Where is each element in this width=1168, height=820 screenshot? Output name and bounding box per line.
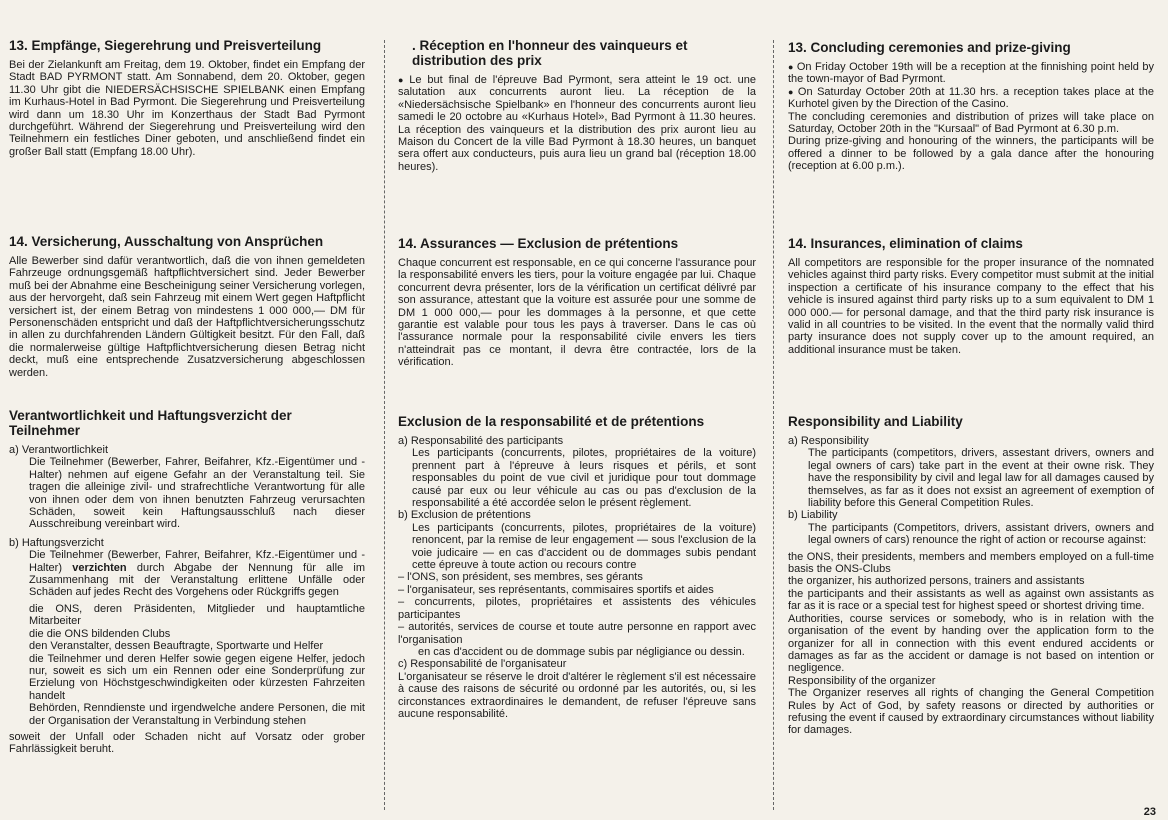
bullet-icon: ● [788,86,795,97]
list-item: – l'organisateur, ses représentants, commisaires sportifs et aides [398,583,714,596]
text-run: On Friday October 19th will be a reception at the finnishing point held by the town-mayor of Bad Pyrmont. [788,61,1155,86]
section-title: Exclusion de la responsabilité et de prétentions [398,414,705,429]
item-b-body [9,549,365,599]
section-14-fr [398,236,756,369]
item-c-body: L'organisateur se réserve le droit d'altérer le règlement s'il est nécessaire à cause des raisons de sécurité ou ordonné par les autorités, ou, si les circonstances extraordinaires le demandent, de refuser l'épreuve sans aucune responsabilité. [398,670,756,720]
section-title: 13. Empfänge, Siegerehrung und Preisverteilung [9,38,322,53]
section-13-de [9,38,365,158]
list-item: den Veranstalter, dessen Beauftragte, Sportwarte und Helfer [29,640,324,653]
item-b-body: The participants (Competitors, drivers, assistant drivers, owners and legal owners of cars) renounce the right of action or recourse against: [808,521,1154,547]
item-a-body: Les participants (concurrents, pilotes, propriétaires de la voiture) prennent part à l'épreuve à leurs risques et périls, et sont responsables du point de vue civil et juridique pour tout dommage causé par eux ou leur véhicule au cas ou pas d'exclusion de la responsabilité a été accordée selon le présent règlement. [412,447,756,510]
section-title: 13. Concluding ceremonies and prize-giving [788,40,1071,55]
section-title: Verantwortlichkeit und Haftungsverzicht der Teilnehmer [9,408,292,438]
list-item: – l'ONS, son président, ses membres, ses gérants [398,571,643,584]
section-line [788,86,1154,111]
item-c-label: c) Responsabilité de l'organisateur [398,658,567,671]
section-13-en [788,40,1154,173]
section-14-en [788,236,1154,356]
section-body [398,74,756,173]
item-a-body: The participants (competitors, drivers, assestant drivers, owners and legal owners of cars) take part in the event at their owne risk. They have the responsibility by civil and legal law for all damages caused by themselves, as far as it does not exsist an agreement of exemption of liability before this General Competition Rules. [808,447,1154,510]
list-item: the organizer, his authorized persons, trainers and assistants [788,575,1085,588]
bullet-icon: ● [398,75,407,85]
item-b-label: b) Exclusion de prétentions [398,509,531,522]
section-body: Alle Bewerber sind dafür verantwortlich, daß die von ihnen gemeldeten Fahrzeuge ordnungsgemäß haftpflichtversichert sind. Jeder Bewerber muß bei der Abnahme eine Bescheinigung seiner Versicherung vorlegen, aus der hervorgeht, daß sein Fahrzeug mit einem Wert gegen Haftpflicht versichert ist, der einem Betrag von mindestens 1 000 000,— DM für Personenschäden entspricht und daß der Haftpflichtversicherungsschutz in allen zu durchfahrenden Ländern Gültigkeit besitzt. Für den Fall, daß die normalerweise gültige Haftpflichtversicherung diesen Betrag nicht deckt, muß eine entsprechende Zusatzversicherung abgeschlossen werden. [9,255,365,379]
section-title: Responsibility and Liability [788,414,963,429]
column-divider [384,40,385,810]
section-body: Bei der Zielankunft am Freitag, dem 19. Oktober, findet ein Empfang der Stadt BAD PYRMONT statt. Am Sonnabend, dem 20. Oktober, gegen 11.30 Uhr gibt die NIEDERSÄCHSISCHE SPIELBANK einen Empfang im Kurhaus-Hotel in Bad Pyrmont. Die Siegerehrung und Preisverteilung wird dann um 18.30 Uhr im Konzerthaus der Stadt Bad Pyrmont durchgeführt. Während der Siegerehrung und Preisverteilung wird den Teilnehmern ein festliches Diner geboten, und anschließend findet ein großer Ball statt (Empfang 18.00 Uhr). [9,59,365,158]
section-title: 14. Versicherung, Ausschaltung von Ansprüchen [9,234,324,249]
section-responsibility-en [788,414,1154,737]
text-run: durch Abgabe der Nennung für alle im Zusammenhang mit der Veranstaltung erlittene Unfälle oder Schäden auf jedes Recht des Vorgehens oder Rückgriffs gegen [29,561,365,599]
section-title: . Réception en l'honneur des vainqueurs et distribution des prix [412,38,688,68]
list-item: – autorités, services de course et toute autre personne en rapport avec l'organisation [398,621,756,646]
list-item: die Teilnehmer und deren Helfer sowie gegen eigene Helfer, jedoch nur, soweit es sich um ein Rennen oder eine Sonderprüfung zur Erzielung von Höchstgeschwindigkeiten oder kürzesten Fahrzeiten handelt [29,652,365,702]
item-c-label: Responsibility of the organizer [788,674,936,687]
list-item: – concurrents, pilotes, propriétaires et assistents des véhicules participantes [398,596,756,621]
section-line: The concluding ceremonies and distribution of prizes will take place on Saturday, October 20th in the "Kursaal" of Bad Pyrmont at 6.30 p.m. [788,110,1154,136]
section-line [788,61,1154,86]
list-item: the ONS, their presidents, members and members employed on a full-time basis the ONS-Clubs [788,550,1154,576]
list-item: Authorities, course services or somebody, who is in relation with the organisation of the event by handing over the application form to the organizer for all in connection with this event endured accidents or damages as far as the accident or damage is not based on intention or negligence. [788,612,1154,675]
item-b-list [9,603,365,727]
item-b-tail: soweit der Unfall oder Schaden nicht auf Vorsatz oder grober Fahrlässigkeit beruht. [9,730,365,756]
list-item: the participants and their assistants as well as against own assistants as far as it is race or a special test for highest speed or shortest driving time. [788,587,1154,613]
section-14-de [9,234,365,379]
section-responsibility-de [9,408,365,756]
section-body: Chaque concurrent est responsable, en ce qui concerne l'assurance pour la responsabilité envers les tiers, pour la voiture engagée par lui. Chaque concurrent devra présenter, lors de la vérification un certificat délivré par son assurance, attestant que la voiture est assurée pour une somme de DM 1 000 000,— pour les dommages à la personne, et que cette garantie est valable pour tous les pays à traverser. Dans le cas où l'assurance normale pour la responsabilité civile envers les tiers n'atteindrait pas ce montant, il devra être contractée, lors de la vérification. [398,257,756,369]
item-b-label: b) Liability [788,509,838,522]
column-divider [773,40,774,810]
list-item: die ONS, deren Präsidenten, Mitglieder und hauptamtliche Mitarbeiter [29,602,365,628]
item-a-label: a) Responsibility [788,435,869,447]
emphasis-text: verzichten [72,561,127,574]
section-13-fr [398,38,756,173]
item-c-body: The Organizer reserves all rights of changing the General Competition Rules by Act of God, by safety reasons or directed by authorities or refusing the event if caused by extraordinary circumstances without liability for damages. [788,687,1154,737]
text-run: On Saturday October 20th at 11.30 hrs. a reception takes place at the Kurhotel given by the Direction of the Casino. [788,85,1155,111]
french-column [398,38,756,798]
item-b-body: Les participants (concurrents, pilotes, propriétaires de la voiture) renoncent, par la remise de leur engagement — sous l'exclusion de la voie judicaire — en cas d'accident ou de dommages subis pendant cette épreuve à toute action ou recours contre [412,521,756,572]
list-item: die die ONS bildenden Clubs [29,627,171,640]
text-run: Le but final de l'épreuve Bad Pyrmont, sera atteint le 19 oct. une salutation aux concurrents auront lieu. La réception de la «Niedersächsische Spielbank» en l'honneur des concurrents auront lieu samedi le 20 octobre au «Kurhaus Hotel», Bad Pyrmont à 11.30 heures. La réception des vainqueurs et la distribution des prix auront lieu au Maison du Concert de la ville Bad Pyrmont à 18.30 heures, un banquet sera offert aux conducteurs, puis aura lieu un grand bal (réception 18.00 heures). [398,74,756,173]
list-item: Behörden, Renndienste und irgendwelche andere Personen, die mit der Organisation der Veranstaltung in Verbindung stehen [29,702,365,727]
item-a-body: Die Teilnehmer (Bewerber, Fahrer, Beifahrer, Kfz.-Eigentümer und -Halter) nehmen auf eigene Gefahr an der Veranstaltung teil. Sie tragen die alleinige zivil- und strafrechtliche Verantwortung für alle von ihnen oder dem von ihnen benutzten Fahrzeug verursachten Schäden, soweit kein Haftungsausschluß nach dieser Ausschreibung vereinbart wird. [29,456,365,531]
section-title: 14. Assurances — Exclusion de prétentions [398,236,679,251]
english-column [788,38,1154,798]
section-body: All competitors are responsible for the proper insurance of the nomnated vehicles against third party risks. Every competitor must submit at the initial inspection a certificate of his insurance company to the effect that his vehicle is insured against third party risks up to a sum equivalent to DM 1 000 000.— for personal damage, and that the third party risk insurance is valid in all countries to be visited. In the event that the normally valid third party insurance does not supply cover up to the amount required, an additional insurance must be taken. [788,257,1154,356]
section-line: During prize-giving and honouring of the winners, the participants will be offered a dinner to be followed by a gala dance after the honouring (reception at 6.00 p.m.). [788,135,1154,173]
section-title: 14. Insurances, elimination of claims [788,236,1023,251]
text-run: Die Teilnehmer (Bewerber, Fahrer, Beifahrer, Kfz.-Eigentümer und -Halter) [29,549,365,574]
item-b-tail: en cas d'accident ou de dommage subis par négligiance ou dessin. [418,645,745,658]
bullet-icon: ● [788,62,794,72]
german-column [9,38,365,798]
item-a-label: a) Verantwortlichkeit [9,444,109,456]
page-number: 23 [1143,806,1156,818]
item-b-label: b) Haftungsverzicht [9,536,104,549]
item-a-label: a) Responsabilité des participants [398,435,564,447]
section-responsibility-fr [398,414,756,720]
